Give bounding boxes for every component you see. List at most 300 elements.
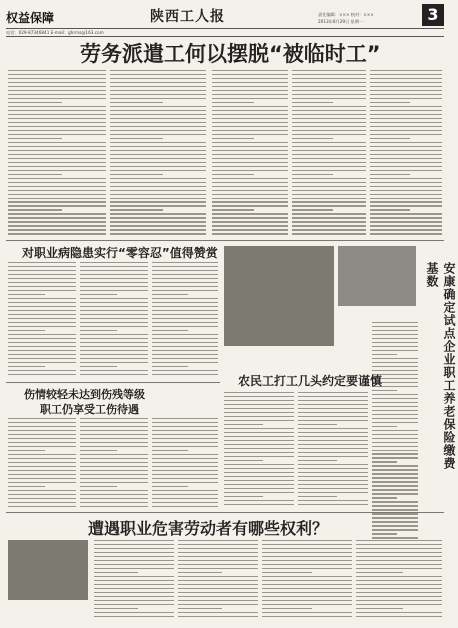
text-line [110, 134, 206, 135]
text-line [152, 278, 218, 279]
text-line [262, 548, 352, 549]
privacy-column-3 [152, 262, 218, 380]
text-line [224, 500, 294, 501]
text-line [356, 568, 442, 569]
text-line [80, 278, 148, 279]
text-line [94, 616, 174, 617]
text-line [298, 404, 368, 405]
text-line [370, 162, 442, 163]
text-line [212, 221, 288, 222]
text-line [80, 338, 148, 339]
text-line [372, 461, 397, 462]
text-line [370, 190, 442, 191]
text-line [80, 470, 148, 471]
text-line [372, 362, 418, 363]
text-line [370, 138, 410, 139]
text-line [178, 556, 258, 557]
text-line [262, 592, 352, 593]
text-line [152, 374, 218, 375]
text-line [110, 233, 206, 234]
text-line [292, 213, 366, 214]
text-line [372, 453, 418, 454]
text-line [80, 462, 148, 463]
text-line [8, 282, 76, 283]
text-line [8, 209, 62, 210]
text-line [212, 122, 288, 123]
text-line [8, 86, 106, 87]
text-line [80, 322, 148, 323]
text-line [8, 358, 76, 359]
text-line [152, 294, 188, 295]
text-line [298, 452, 368, 453]
text-line [298, 488, 368, 489]
text-line [8, 205, 106, 206]
text-line [152, 282, 218, 283]
text-line [80, 354, 148, 355]
text-line [372, 334, 418, 335]
text-line [370, 182, 442, 183]
text-line [8, 229, 106, 230]
text-line [372, 402, 418, 403]
text-line [370, 94, 442, 95]
text-line [94, 568, 174, 569]
text-line [212, 190, 288, 191]
text-line [298, 460, 337, 461]
text-line [372, 330, 418, 331]
section-tag: 权益保障 [6, 11, 55, 25]
text-line [80, 446, 148, 447]
text-line [110, 154, 206, 155]
text-line [292, 110, 366, 111]
text-line [356, 560, 442, 561]
text-line [152, 486, 188, 487]
text-line [94, 608, 138, 609]
text-line [356, 548, 442, 549]
text-line [8, 270, 76, 271]
text-line [356, 608, 403, 609]
text-line [8, 498, 76, 499]
text-line [298, 448, 368, 449]
text-line [8, 302, 76, 303]
text-line [370, 209, 410, 210]
text-line [178, 560, 258, 561]
text-line [262, 616, 352, 617]
text-line [372, 457, 418, 458]
text-line [152, 358, 218, 359]
text-line [292, 209, 333, 210]
text-line [8, 334, 76, 335]
text-line [298, 476, 368, 477]
text-line [80, 494, 148, 495]
text-line [80, 458, 148, 459]
text-line [292, 74, 366, 75]
text-line [110, 162, 206, 163]
text-line [8, 70, 106, 71]
text-line [372, 370, 418, 371]
text-line [94, 540, 174, 541]
text-line [370, 126, 442, 127]
text-line [80, 306, 148, 307]
text-line [212, 170, 288, 171]
text-line [178, 584, 258, 585]
text-line [94, 556, 174, 557]
text-line [292, 174, 333, 175]
text-line [152, 470, 218, 471]
text-line [8, 158, 106, 159]
injury-headline-2: 职工仍享受工伤待遇 [40, 403, 139, 416]
text-line [372, 354, 397, 355]
text-line [298, 436, 368, 437]
photo-factory-caption [8, 602, 88, 622]
text-line [212, 186, 288, 187]
text-line [370, 198, 442, 199]
text-line [372, 529, 418, 530]
text-line [8, 422, 76, 423]
text-line [372, 469, 418, 470]
text-line [370, 106, 442, 107]
text-line [212, 166, 288, 167]
text-line [224, 460, 263, 461]
text-line [370, 225, 442, 226]
text-line [152, 314, 218, 315]
text-line [8, 82, 106, 83]
text-line [94, 612, 174, 613]
text-line [292, 221, 366, 222]
text-line [292, 190, 366, 191]
text-line [292, 198, 366, 199]
text-line [8, 186, 106, 187]
text-line [262, 612, 352, 613]
text-line [178, 612, 258, 613]
text-line [372, 485, 418, 486]
text-line [80, 486, 117, 487]
text-line [8, 366, 45, 367]
text-line [178, 580, 258, 581]
text-line [212, 86, 288, 87]
text-line [8, 154, 106, 155]
text-line [80, 290, 148, 291]
text-line [152, 446, 218, 447]
text-line [298, 416, 368, 417]
text-line [110, 209, 163, 210]
text-line [80, 294, 117, 295]
text-line [292, 130, 366, 131]
text-line [212, 150, 288, 151]
lead-column-3 [212, 70, 288, 238]
text-line [292, 114, 366, 115]
text-line [262, 584, 352, 585]
injury-headline-1: 伤情较轻未达到伤残等级 [24, 388, 145, 401]
text-line [178, 592, 258, 593]
text-line [152, 506, 218, 507]
text-line [94, 560, 174, 561]
text-line [152, 422, 218, 423]
text-line [356, 572, 403, 573]
text-line [94, 604, 174, 605]
injury-column-1 [8, 418, 76, 510]
text-line [152, 490, 218, 491]
editor-info: 责任编辑：××× 校对：××× [318, 12, 374, 17]
text-line [110, 158, 206, 159]
text-line [224, 396, 294, 397]
lead-column-2 [110, 70, 206, 238]
text-line [370, 201, 442, 202]
text-line [80, 438, 148, 439]
text-line [80, 350, 148, 351]
text-line [262, 544, 352, 545]
text-line [262, 560, 352, 561]
text-line [152, 498, 218, 499]
text-line [8, 166, 106, 167]
text-line [110, 126, 206, 127]
text-line [178, 596, 258, 597]
text-line [372, 326, 418, 327]
lead-column-1 [8, 70, 106, 238]
text-line [224, 452, 294, 453]
text-line [372, 533, 397, 534]
text-line [8, 430, 76, 431]
text-line [80, 430, 148, 431]
text-line [94, 552, 174, 553]
safety-headline: 安康确定试点企业职工养老保险缴费基数 [425, 262, 456, 470]
lead-column-4 [292, 70, 366, 238]
migrant-column-1 [224, 392, 294, 510]
text-line [152, 266, 218, 267]
text-line [94, 572, 138, 573]
text-line [110, 201, 206, 202]
text-line [212, 154, 288, 155]
text-line [292, 225, 366, 226]
text-line [212, 130, 288, 131]
text-line [152, 474, 218, 475]
text-line [298, 444, 368, 445]
migrant-column-2 [298, 392, 368, 510]
text-line [80, 426, 148, 427]
text-line [298, 472, 368, 473]
text-line [356, 564, 442, 565]
text-line [372, 390, 397, 391]
text-line [8, 446, 76, 447]
text-line [152, 482, 218, 483]
text-line [8, 126, 106, 127]
text-line [178, 552, 258, 553]
text-line [224, 504, 294, 505]
text-line [80, 418, 148, 419]
text-line [370, 174, 410, 175]
text-line [80, 422, 148, 423]
text-line [224, 496, 263, 497]
text-line [298, 408, 368, 409]
text-line [262, 580, 352, 581]
text-line [298, 464, 368, 465]
text-line [8, 318, 76, 319]
text-line [372, 350, 418, 351]
text-line [178, 548, 258, 549]
text-line [356, 604, 442, 605]
text-line [80, 318, 148, 319]
text-line [110, 130, 206, 131]
text-line [372, 322, 418, 323]
text-line [178, 608, 222, 609]
text-line [8, 418, 76, 419]
text-line [212, 146, 288, 147]
text-line [212, 74, 288, 75]
text-line [298, 480, 368, 481]
text-line [212, 213, 288, 214]
text-line [80, 366, 117, 367]
text-line [152, 346, 218, 347]
text-line [262, 572, 312, 573]
text-line [370, 130, 442, 131]
text-line [110, 94, 206, 95]
text-line [292, 170, 366, 171]
text-line [8, 201, 106, 202]
text-line [178, 564, 258, 565]
text-line [224, 404, 294, 405]
text-line [8, 494, 76, 495]
text-line [152, 290, 218, 291]
text-line [370, 217, 442, 218]
text-line [80, 434, 148, 435]
text-line [212, 70, 288, 71]
text-line [152, 326, 218, 327]
text-line [212, 90, 288, 91]
text-line [212, 209, 254, 210]
text-line [370, 170, 442, 171]
text-line [292, 229, 366, 230]
text-line [224, 480, 294, 481]
text-line [8, 482, 76, 483]
text-line [224, 448, 294, 449]
text-line [292, 233, 366, 234]
text-line [80, 330, 117, 331]
text-line [8, 434, 76, 435]
text-line [110, 170, 206, 171]
text-line [370, 146, 442, 147]
text-line [8, 286, 76, 287]
text-line [370, 178, 442, 179]
text-line [80, 262, 148, 263]
text-line [212, 158, 288, 159]
text-line [372, 410, 418, 411]
text-line [372, 509, 418, 510]
text-line [110, 98, 206, 99]
text-line [224, 476, 294, 477]
text-line [8, 122, 106, 123]
text-line [370, 194, 442, 195]
text-line [80, 298, 148, 299]
text-line [110, 217, 206, 218]
text-line [298, 456, 368, 457]
text-line [8, 354, 76, 355]
text-line [298, 484, 368, 485]
text-line [110, 178, 206, 179]
text-line [212, 182, 288, 183]
text-line [212, 78, 288, 79]
text-line [292, 118, 366, 119]
issue-date: 2013年8月29日 星期一 [318, 19, 364, 24]
text-line [8, 486, 45, 487]
text-line [212, 194, 288, 195]
text-line [80, 474, 148, 475]
text-line [80, 466, 148, 467]
text-line [152, 338, 218, 339]
text-line [110, 213, 206, 214]
text-line [152, 366, 188, 367]
photo-building-caption [224, 348, 334, 364]
text-line [110, 190, 206, 191]
text-line [8, 310, 76, 311]
text-line [372, 422, 418, 423]
text-line [80, 286, 148, 287]
text-line [80, 490, 148, 491]
photo-worker-caption [338, 308, 416, 318]
text-line [356, 600, 442, 601]
text-line [356, 580, 442, 581]
text-line [152, 494, 218, 495]
text-line [298, 412, 368, 413]
text-line [152, 310, 218, 311]
text-line [372, 346, 418, 347]
text-line [212, 126, 288, 127]
text-line [370, 74, 442, 75]
text-line [262, 604, 352, 605]
text-line [262, 540, 352, 541]
text-line [94, 544, 174, 545]
injury-column-3 [152, 418, 218, 510]
text-line [94, 580, 174, 581]
text-line [80, 270, 148, 271]
text-line [80, 502, 148, 503]
occupational-column-1 [94, 540, 174, 622]
occupational-headline: 遭遇职业危害劳动者有哪些权利？ [88, 519, 329, 538]
text-line [8, 142, 106, 143]
text-line [372, 430, 418, 431]
text-line [8, 190, 106, 191]
text-line [372, 521, 418, 522]
text-line [110, 82, 206, 83]
text-line [178, 544, 258, 545]
text-line [8, 294, 45, 295]
text-line [8, 178, 106, 179]
text-line [298, 400, 368, 401]
text-line [152, 330, 188, 331]
text-line [372, 446, 418, 447]
text-line [370, 102, 410, 103]
text-line [372, 537, 418, 538]
text-line [8, 350, 76, 351]
text-line [152, 434, 218, 435]
text-line [292, 126, 366, 127]
text-line [212, 134, 288, 135]
text-line [372, 414, 418, 415]
text-line [370, 229, 442, 230]
text-line [94, 564, 174, 565]
text-line [8, 314, 76, 315]
paper-name: 陕西工人报 [150, 9, 225, 25]
text-line [370, 221, 442, 222]
text-line [8, 134, 106, 135]
text-line [178, 600, 258, 601]
text-line [110, 166, 206, 167]
text-line [8, 490, 76, 491]
text-line [94, 548, 174, 549]
text-line [370, 82, 442, 83]
text-line [8, 78, 106, 79]
text-line [370, 154, 442, 155]
text-line [8, 198, 106, 199]
text-line [152, 306, 218, 307]
